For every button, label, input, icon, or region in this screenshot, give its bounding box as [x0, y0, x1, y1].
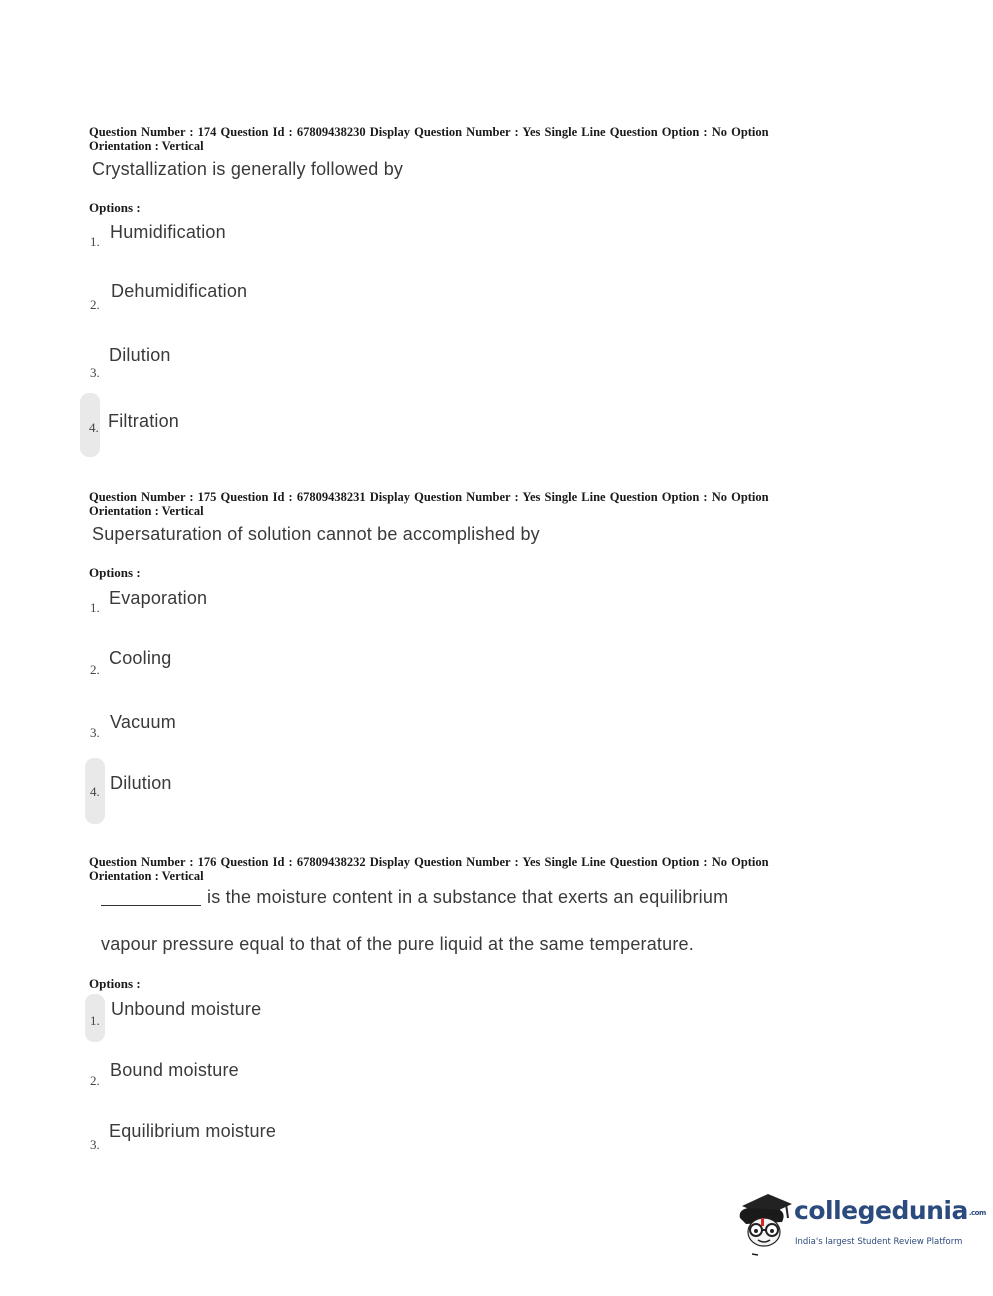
option-3[interactable]	[0, 1121, 600, 1151]
mascot-icon	[734, 1188, 794, 1258]
option-number: 2.	[90, 1073, 100, 1088]
question-meta: Question Number : 175 Question Id : 67809438231 Display Question Number : Yes Single Line Question Option : No Option Orientation : Vertical	[89, 490, 769, 518]
option-label: Dilution	[109, 345, 171, 365]
option-label: Humidification	[110, 222, 226, 242]
option-label: Dehumidification	[111, 281, 248, 301]
logo-wordmark: collegedunia.com	[794, 1196, 986, 1225]
question-text: Supersaturation of solution cannot be accomplished by	[92, 524, 540, 544]
logo-tagline: India's largest Student Review Platform	[795, 1237, 963, 1247]
option-number: 3.	[90, 725, 100, 740]
options-label: Options :	[89, 200, 141, 215]
option-3[interactable]	[0, 712, 600, 742]
question-text-line2: vapour pressure equal to that of the pure liquid at the same temperature.	[101, 934, 694, 954]
option-label: Vacuum	[110, 712, 176, 732]
option-1[interactable]	[0, 999, 600, 1029]
option-1[interactable]	[0, 222, 600, 252]
option-label: Dilution	[110, 773, 172, 793]
options-label: Options :	[89, 976, 141, 991]
option-number: 4.	[89, 420, 99, 435]
option-label: Filtration	[108, 411, 180, 431]
option-label: Unbound moisture	[111, 999, 262, 1019]
option-number: 1.	[90, 600, 100, 615]
option-label: Evaporation	[109, 588, 208, 608]
option-2[interactable]	[0, 281, 600, 311]
option-number: 3.	[90, 365, 100, 380]
option-label: Bound moisture	[110, 1060, 239, 1080]
option-4[interactable]	[0, 411, 600, 441]
option-1[interactable]	[0, 588, 600, 618]
option-3[interactable]	[0, 345, 600, 380]
fill-in-blank	[101, 905, 201, 906]
option-2[interactable]	[0, 1060, 600, 1090]
option-number: 2.	[90, 297, 100, 312]
option-number: 1.	[90, 1013, 100, 1028]
option-number: 4.	[90, 784, 100, 799]
collegedunia-logo[interactable]	[734, 1188, 986, 1258]
option-4[interactable]	[0, 773, 600, 803]
option-number: 2.	[90, 662, 100, 677]
option-2[interactable]	[0, 648, 600, 678]
options-label: Options :	[89, 565, 141, 580]
question-meta: Question Number : 176 Question Id : 67809438232 Display Question Number : Yes Single Line Question Option : No Option Orientation : Vertical	[89, 855, 769, 883]
question-text: Crystallization is generally followed by	[92, 159, 404, 179]
question-text-line1: is the moisture content in a substance that exerts an equilibrium	[207, 887, 729, 907]
option-label: Cooling	[109, 648, 172, 668]
question-meta: Question Number : 174 Question Id : 67809438230 Display Question Number : Yes Single Line Question Option : No Option Orientation : Vertical	[89, 125, 769, 153]
option-number: 3.	[90, 1137, 100, 1152]
option-number: 1.	[90, 234, 100, 249]
option-label: Equilibrium moisture	[109, 1121, 277, 1141]
